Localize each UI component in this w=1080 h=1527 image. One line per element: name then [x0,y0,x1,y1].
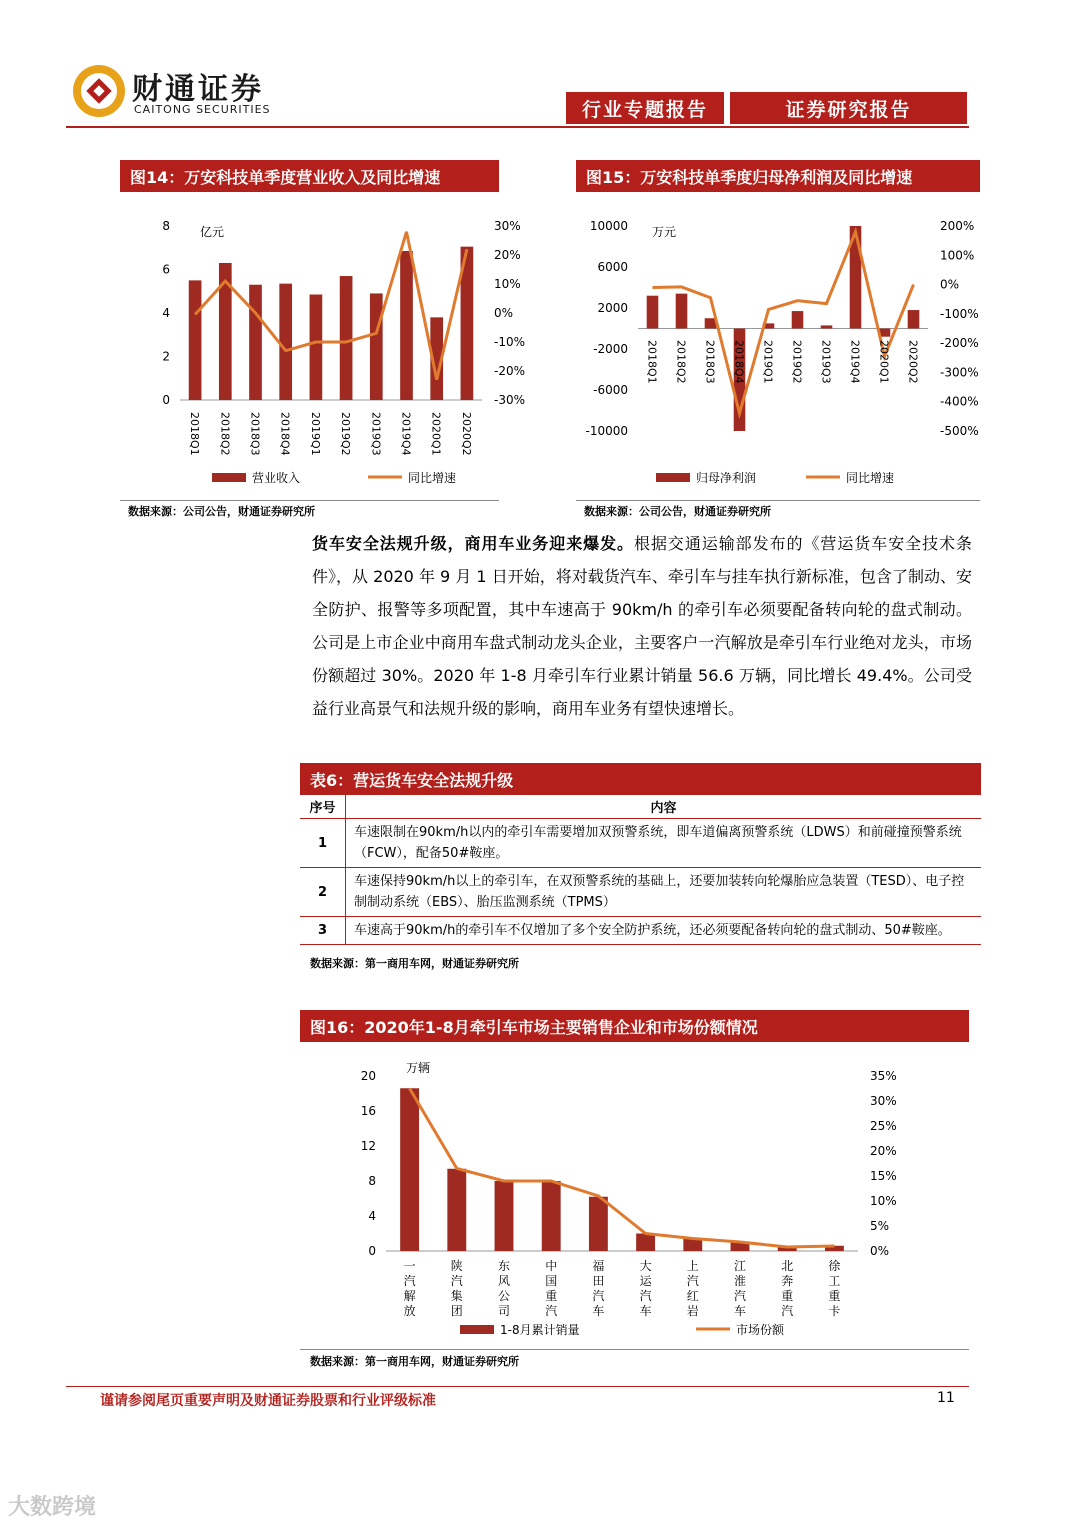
fig15-y2-tick-label: 200% [940,219,975,233]
table6-row-no: 1 [300,819,346,868]
fig16-chart [300,1050,969,1350]
fig15-bar [676,294,688,329]
fig15-y2-tick-label: -200% [940,336,979,351]
fig14-legend-bar-swatch [212,473,246,482]
fig15-category-label: 2020Q1 [877,340,891,384]
watermark: 大数跨境 [8,1495,97,1520]
fig16-category-label: 中国重汽 [545,1259,558,1318]
table6 [300,794,981,945]
table6-title: 表6：营运货车安全法规升级 [300,763,981,795]
table-row [300,819,981,868]
fig14-category-label: 2020Q1 [429,412,443,456]
paragraph-lead: 货车安全法规升级，商用车业务迎来爆发。 [312,534,634,553]
fig15-y2-tick-label: 100% [940,248,975,263]
fig16-category-label: 福田汽车 [592,1259,605,1318]
header-rule [66,126,969,128]
fig16-line-series [410,1089,835,1248]
fig14-y2-tick-label: 10% [494,277,521,291]
fig15-category-label: 2018Q4 [732,340,746,384]
fig14-y2-tick-label: -20% [494,364,526,378]
header-tag-industry-report: 行业专题报告 [566,92,724,124]
table6-row-no: 2 [300,868,346,917]
fig14-y-tick-label: 0 [162,393,170,407]
fig14-chart [120,200,526,500]
fig15-category-label: 2020Q2 [906,340,920,384]
fig15-source-rule [576,500,980,501]
fig15-legend-bar-label: 归母净利润 [696,471,757,485]
fig14-category-label: 2019Q4 [399,412,413,456]
fig16-legend-bar-swatch [460,1325,494,1334]
table6-row-content: 车速限制在90km/h以内的牵引车需要增加双预警系统，即车道偏离预警系统（LDWS）和前碰撞预警系统（FCW），配备50#鞍座。 [346,819,982,868]
fig16-bar [400,1088,419,1251]
fig16-y2-tick-label: 35% [870,1069,897,1083]
fig16-y2-tick-label: 15% [870,1169,897,1183]
fig15-bar [821,325,833,328]
fig16-y2-tick-label: 25% [870,1119,897,1133]
fig16-category-label: 北奔重汽 [781,1259,794,1318]
fig14-y-tick-label: 6 [162,262,170,277]
fig14-y-tick-label: 2 [162,349,170,364]
fig16-category-label: 一汽解放 [403,1259,416,1318]
fig14-category-label: 2018Q2 [218,412,232,456]
fig14-bar [310,295,323,400]
fig15-y-tick-label: -2000 [593,342,628,356]
fig15-y2-tick-label: -300% [940,365,979,380]
fig16-y-tick-label: 8 [368,1174,376,1188]
paragraph-text: 根据交通运输部发布的《营运货车安全技术条件》，从 2020 年 9 月 1 日开始，将对载货汽车、牵引车与挂车执行新标准，包含了制动、安全防护、报警等多项配置，其中车速高于 90km/h 的牵引车必须要配备转向轮的盘式制动。公司是上市企业中商用车盘式制动龙头企业，主要客户一汽解放是牵引车行业绝对龙头，市场份额超过 30%。2020 年 1-8 月牵引车行业累计销量 56.6 万辆，同比增长 49.4%。公司受益行业高景气和法规升级的影响，商用车业务有望快速增长。 [312,534,972,718]
fig16-y-tick-label: 4 [368,1209,376,1223]
fig15-y2-tick-label: -100% [940,306,979,321]
fig16-y2-tick-label: 0% [870,1244,890,1258]
fig16-legend-line-label: 市场份额 [736,1323,785,1337]
fig14-source: 数据来源：公司公告，财通证券研究所 [128,505,315,518]
fig15-title: 图15：万安科技单季度归母净利润及同比增速 [576,160,980,192]
fig14-y-tick-label: 8 [162,219,170,233]
table6-col-no: 序号 [300,794,346,819]
fig16-source: 数据来源：第一商用车网，财通证券研究所 [310,1355,519,1368]
fig14-category-label: 2018Q4 [278,412,292,456]
fig16-bar [447,1169,466,1251]
fig15-category-label: 2019Q1 [761,340,775,384]
fig15-bar [792,311,804,328]
fig16-y2-tick-label: 30% [870,1094,897,1108]
fig14-category-label: 2018Q1 [188,412,202,456]
table-row [300,917,981,945]
fig16-y2-tick-label: 10% [870,1194,897,1208]
body-paragraph [312,527,972,725]
fig15-y2-tick-label: -500% [940,424,979,438]
fig15-category-label: 2018Q3 [703,340,717,384]
fig14-category-label: 2019Q2 [339,412,353,456]
logo-english-name: CAITONG SECURITIES [134,103,271,116]
fig14-y2-tick-label: 20% [494,248,521,262]
table6-source: 数据来源：第一商用车网，财通证券研究所 [310,957,519,970]
caitong-logo-icon [70,62,128,120]
table6-row-no: 3 [300,917,346,945]
fig16-title: 图16：2020年1-8月牵引车市场主要销售企业和市场份额情况 [300,1010,969,1042]
fig16-bar [542,1181,561,1251]
fig16-y-tick-label: 20 [360,1069,376,1083]
fig16-category-label: 徐工重卡 [828,1259,841,1318]
fig16-y2-tick-label: 20% [870,1144,897,1158]
fig15-y-tick-label: 10000 [589,219,628,233]
header-tag-securities-report: 证券研究报告 [730,92,967,124]
fig14-line-series [195,232,467,380]
page-number: 11 [937,1390,955,1406]
fig14-bar [370,293,383,400]
fig14-category-label: 2018Q3 [248,412,262,456]
fig15-y-tick-label: 6000 [597,260,628,274]
fig15-category-label: 2019Q3 [819,340,833,384]
fig14-legend-bar-label: 营业收入 [252,471,301,485]
fig16-y2-tick-label: 5% [870,1219,890,1233]
table-row [300,868,981,917]
fig16-legend-bar-label: 1-8月累计销量 [500,1323,580,1337]
fig15-category-label: 2018Q2 [674,340,688,384]
fig14-category-label: 2019Q1 [308,412,322,456]
fig15-y-tick-label: -6000 [593,383,628,397]
table6-row-content: 车速保持90km/h以上的牵引车，在双预警系统的基础上，还要加装转向轮爆胎应急装置（TESD）、电子控制制动系统（EBS）、胎压监测系统（TPMS） [346,868,982,917]
fig14-bar [279,284,292,400]
fig15-line-series [653,232,914,414]
fig15-y-tick-label: 2000 [597,301,628,315]
table6-header-row [300,794,981,819]
fig16-category-label: 大运汽车 [639,1259,652,1318]
fig16-unit-label: 万辆 [406,1061,431,1075]
fig14-y-tick-label: 4 [162,306,170,320]
fig15-bar [908,310,920,328]
fig16-y-tick-label: 12 [360,1139,376,1153]
footer-disclaimer: 谨请参阅尾页重要声明及财通证券股票和行业评级标准 [100,1393,436,1409]
fig14-y2-tick-label: -10% [494,335,526,349]
table6-row-content: 车速高于90km/h的牵引车不仅增加了多个安全防护系统，还必须要配备转向轮的盘式制动、50#鞍座。 [346,917,982,945]
fig14-source-rule [120,500,499,501]
fig14-bar [400,251,413,400]
fig16-bar [636,1234,655,1252]
fig16-category-label: 陕汽集团 [450,1259,463,1318]
fig16-category-label: 上汽红岩 [686,1259,699,1318]
logo-chinese-name: 财通证券 [132,72,264,107]
fig15-legend-bar-swatch [656,473,690,482]
fig15-unit-label: 万元 [652,225,677,239]
fig14-category-label: 2020Q2 [459,412,473,456]
fig14-bar [189,280,202,400]
fig15-y-tick-label: -10000 [585,424,628,438]
fig16-category-label: 东风公司 [497,1259,511,1318]
fig14-y2-tick-label: 0% [494,306,514,320]
fig16-bar [589,1197,608,1251]
fig15-legend-line-label: 同比增速 [846,471,895,485]
fig14-y2-tick-label: 30% [494,219,521,233]
fig16-category-label: 江淮汽车 [733,1259,747,1318]
fig14-bar [340,276,353,400]
fig15-bar [647,296,659,329]
table6-col-content: 内容 [346,794,982,819]
fig14-category-label: 2019Q3 [369,412,383,456]
footer-rule [66,1386,969,1387]
fig16-bar [495,1181,514,1251]
fig15-chart [576,200,980,500]
fig14-bar [219,263,232,400]
fig14-legend-line-label: 同比增速 [408,471,457,485]
fig15-category-label: 2018Q1 [645,340,659,384]
fig14-bar [249,285,262,400]
fig15-category-label: 2019Q4 [848,340,862,384]
fig14-title: 图14：万安科技单季度营业收入及同比增速 [120,160,499,192]
fig14-unit-label: 亿元 [200,225,225,239]
fig16-y-tick-label: 16 [360,1104,376,1118]
fig15-y2-tick-label: 0% [940,277,960,292]
fig16-source-rule [300,1349,969,1350]
fig15-y2-tick-label: -400% [940,394,979,409]
fig15-category-label: 2019Q2 [790,340,804,384]
fig16-y-tick-label: 0 [368,1244,376,1258]
fig15-source: 数据来源：公司公告，财通证券研究所 [584,505,771,518]
fig14-y2-tick-label: -30% [494,393,526,407]
